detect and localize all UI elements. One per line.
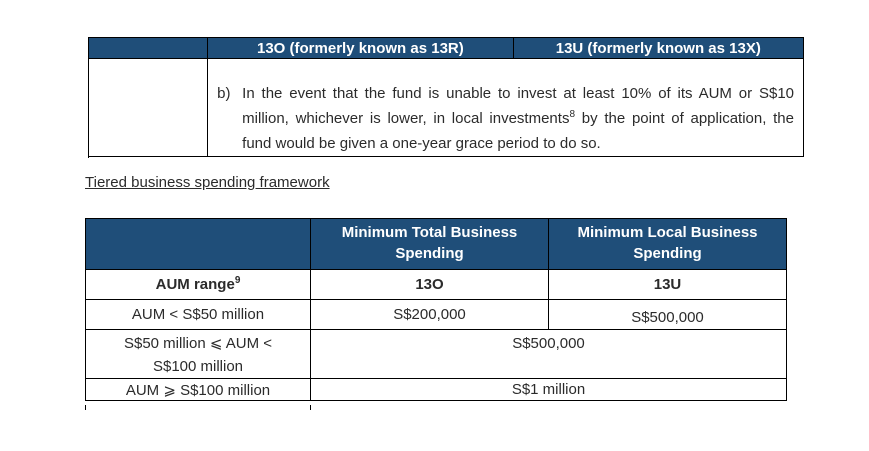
spending-table-border-stub-divider	[310, 405, 311, 410]
range-over-100m-cell: AUM ⩾ S$100 million	[86, 379, 311, 401]
clause-text-before-footnote: In the event that the fund is unable to invest at least 10% of its AUM or S$10 million, whichever is lower, in local investments	[242, 85, 794, 127]
scheme-table-border-stub	[88, 153, 89, 158]
spending-over-100m-value-cell: S$1 million	[311, 379, 787, 401]
footnote-ref-9: 9	[234, 275, 241, 286]
total-under-50m-cell: S$200,000	[311, 300, 549, 330]
range-50m-to-100m-cell	[86, 330, 311, 379]
section-heading: Tiered business spending framework	[85, 174, 330, 191]
spending-header-local-cell: Minimum Local Business Spending	[549, 219, 787, 270]
scheme-table	[88, 37, 804, 157]
spending-table-header-row	[86, 219, 787, 270]
scheme-table-body-row	[89, 59, 804, 157]
subheader-13o-cell: 13O	[311, 270, 549, 300]
grace-period-clause-cell	[208, 59, 804, 157]
spending-header-total-cell: Minimum Total Business Spending	[311, 219, 549, 270]
clause-list-item	[217, 81, 794, 156]
subheader-13u-cell: 13U	[549, 270, 787, 300]
range-50m-line1: S$50 million ⩽ AUM <	[123, 335, 273, 352]
scheme-table-header-row	[89, 38, 804, 59]
spending-row-under-50m	[86, 300, 787, 330]
scheme-header-blank-cell	[89, 38, 208, 59]
aum-range-header-cell	[86, 270, 311, 300]
scheme-body-blank-cell	[89, 59, 208, 157]
spending-header-blank-cell	[86, 219, 311, 270]
clause-text-after-footnote: by the point of application, the fund would be given a one-year grace period to do so.	[242, 110, 794, 152]
scheme-header-13o-cell: 13O (formerly known as 13R)	[208, 38, 513, 59]
spending-table	[85, 218, 787, 401]
footnote-ref-8: 8	[569, 109, 576, 120]
clause-text	[242, 81, 794, 156]
spending-row-over-100m	[86, 379, 787, 401]
aum-range-label: AUM range	[155, 276, 235, 293]
scheme-header-13u-cell: 13U (formerly known as 13X)	[513, 38, 803, 59]
range-50m-line2: S$100 million	[152, 358, 244, 375]
spending-row-50m-to-100m	[86, 330, 787, 379]
spending-50m-to-100m-value-cell: S$500,000	[311, 330, 787, 379]
clause-marker: b)	[217, 85, 231, 102]
spending-table-border-stub-left	[85, 405, 86, 410]
range-under-50m-cell: AUM < S$50 million	[86, 300, 311, 330]
spending-table-subheader-row	[86, 270, 787, 300]
local-under-50m-cell: S$500,000	[549, 300, 787, 330]
